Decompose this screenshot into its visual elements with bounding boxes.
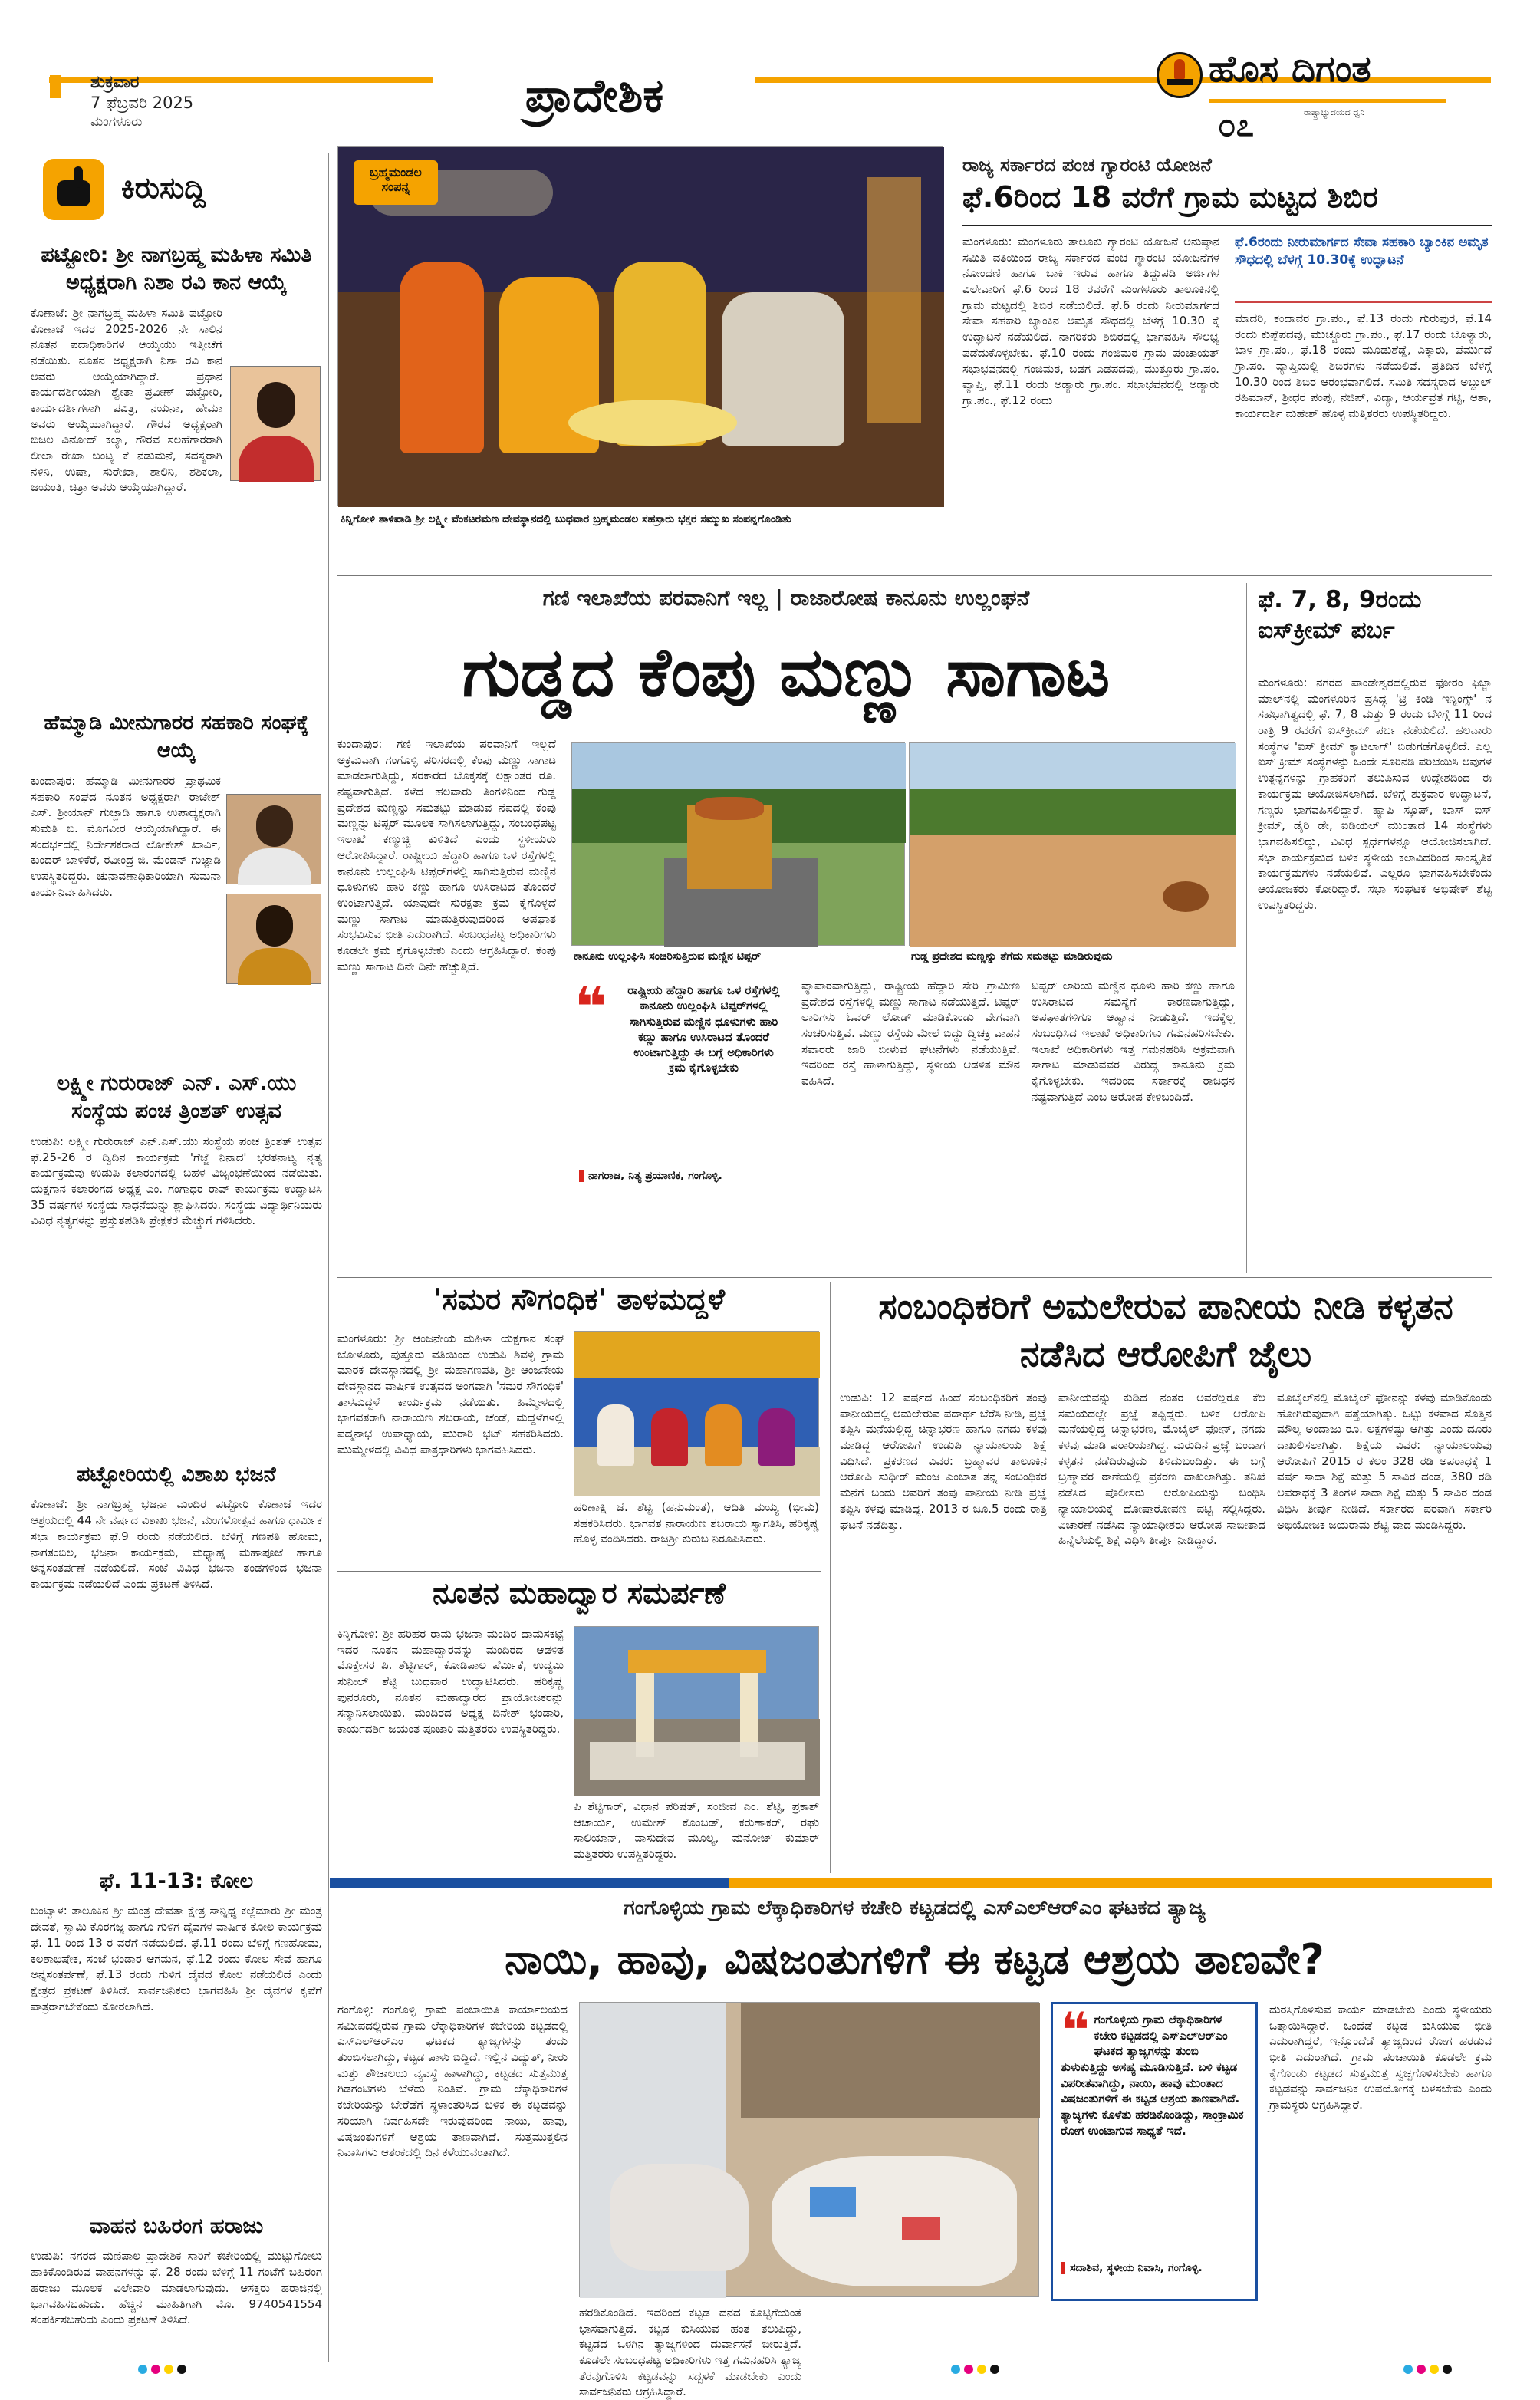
slrm-kicker: ಗಂಗೊಳ್ಳಿಯ ಗ್ರಾಮ ಲೆಕ್ಕಾಧಿಕಾರಿಗಳ ಕಚೇರಿ ಕಟ್ಟಡದಲ್ಲಿ ಎಸ್‌ಎಲ್‌ಆರ್‌ಎಂ ಘಟಕದ ತ್ಯಾಜ್ಯ [624,1896,1206,1920]
soil-quote: ರಾಷ್ಟ್ರೀಯ ಹೆದ್ದಾರಿ ಹಾಗೂ ಒಳ ರಸ್ತೆಗಳಲ್ಲಿ ಕಾನೂನು ಉಲ್ಲಂಘಿಸಿ ಟಿಪ್ಪರ್‌ಗಳಲ್ಲಿ ಸಾಗಿಸುತ್ತಿರುವ ಮಣ್ಣಿನ ಧೂಳುಗಳು ಹಾರಿ ಕಣ್ಣು ಹಾಗೂ ಉಸಿರಾಟದ ತೊಂದರೆ ಉಂಟಾಗುತ್ತಿದ್ದು ಈ ಬಗ್ಗೆ ಅಧಿಕಾರಿಗಳು ಕ್ರಮ ಕೈಗೊಳ್ಳಬೇಕು [627,983,780,1075]
hill-caption: ಗುಡ್ಡ ಪ್ರದೇಶದ ಮಣ್ಣನ್ನು ತೆಗೆದು ಸಮತಟ್ಟು ಮಾಡಿರುವುದು [911,950,1113,963]
kiru-suddi-title: ಕಿರುಸುದ್ದಿ [121,171,206,205]
gate-caption: ಪಿ ಶೆಟ್ಟಿಗಾರ್, ವಿಧಾನ ಪರಿಷತ್, ಸಂಜೀವ ಎಂ. ಶೆಟ್ಟಿ, ಪ್ರಕಾಶ್ ಆಚಾರ್ಯ, ಉಮೇಶ್ ಕೊಂಬಡ್, ಕರುಣಾಕರ್, ರಘು ಸಾಲಿಯಾನ್, ವಾಸುದೇವ ಮೂಲ್ಯ, ಮನೋಜ್ ಕುಮಾರ್ ಮತ್ತಿತರರು ಉಪಸ್ಥಿತರಿದ್ದರು. [574,1799,819,1862]
brief-vishaka [31,1461,322,1811]
sumathi-portrait [226,894,321,984]
registration-dots [1403,2362,1457,2375]
quote-mark-icon: ❝ [574,975,607,1039]
registration-dots [951,2362,1005,2375]
edition-city: ಮಂಗಳೂರು [90,114,143,130]
levelled-hill-photo [909,742,1235,946]
registration-dots [138,2362,192,2375]
mast-left-bar [50,75,61,98]
ice-headline-box [1258,584,1492,669]
soil-body-1: ಕುಂದಾಪುರ: ಗಣಿ ಇಲಾಖೆಯ ಪರವಾನಿಗೆ ಇಲ್ಲದೆ ಅಕ್ರಮವಾಗಿ ಗಂಗೊಳ್ಳಿ ಪರಿಸರದಲ್ಲಿ ಕೆಂಪು ಮಣ್ಣು ಸಾಗಾಟ ಮಾಡಲಾಗುತ್ತಿದ್ದು, ಸರಕಾರದ ಬೊಕ್ಕಸಕ್ಕೆ ಲಕ್ಷಾಂತರ ರೂ. ನಷ್ಟವಾಗುತ್ತಿದೆ. ಕಳೆದ ಹಲವಾರು ತಿಂಗಳಿನಿಂದ ಗುಡ್ಡ ಪ್ರದೇಶದ ಮಣ್ಣನ್ನು ಸಮತಟ್ಟು ಮಾಡುವ ನೆಪದಲ್ಲಿ ಕೆಂಪು ಮಣ್ಣನ್ನು ಟಿಪ್ಪರ್ ಮೂಲಕ ಸಾಗಿಸಲಾಗುತ್ತಿದ್ದು, ಸಂಬಂಧಪಟ್ಟ ಇಲಾಖೆ ಕಣ್ಮುಚ್ಚಿ ಕುಳಿತಿದೆ ಎಂದು ಸ್ಥಳೀಯರು ಆರೋಪಿಸಿದ್ದಾರೆ. ರಾಷ್ಟ್ರೀಯ ಹೆದ್ದಾರಿ ಹಾಗೂ ಒಳ ರಸ್ತೆಗಳಲ್ಲಿ ಕಾನೂನು ಉಲ್ಲಂಘಿಸಿ ಟಿಪ್ಪರ್‌ಗಳಲ್ಲಿ ಸಾಗಿಸುತ್ತಿರುವ ಮಣ್ಣಿನ ಧೂಳುಗಳು ಹಾರಿ ಕಣ್ಣು ಹಾಗೂ ಉಸಿರಾಟದ ತೊಂದರೆ ಉಂಟಾಗುತ್ತಿದೆ. ಯಾವುದೇ ಸುರಕ್ಷತಾ ಕ್ರಮ ಕೈಗೊಳ್ಳದೆ ಮಣ್ಣು ಸಾಗಾಟ ಮಾಡುತ್ತಿರುವುದರಿಂದ ಅಪಘಾತ ಸಂಭವಿಸುವ ಭೀತಿ ಎದುರಾಗಿದೆ. ಸಂಬಂಧಪಟ್ಟ ಅಧಿಕಾರಿಗಳು ಕೂಡಲೇ ಕ್ರಮ ಕೈಗೊಳ್ಳಬೇಕು ಎಂದು ಆಗ್ರಹಿಸಿದ್ದಾರೆ. ಕೆಂಪು ಮಣ್ಣು ಸಾಗಾಟ ದಿನೇ ದಿನೇ ಹೆಚ್ಚುತ್ತಿದೆ. [337,737,556,973]
brief-headline: ಫೆ. 11-13: ಕೋಲ [99,1869,254,1893]
soil-headline-box [337,623,1235,723]
soil-body-3: ಟಿಪ್ಪರ್ ಲಾರಿಯ ಮಣ್ಣಿನ ಧೂಳು ಹಾರಿ ಕಣ್ಣು ಹಾಗೂ ಉಸಿರಾಟದ ಸಮಸ್ಯೆಗೆ ಕಾರಣವಾಗುತ್ತಿದ್ದು, ಅಪಘಾತಗಳಿಗೂ ಆಹ್ವಾನ ನೀಡುತ್ತಿದೆ. ಇದಕ್ಕೆಲ್ಲ ಸಂಬಂಧಿಸಿದ ಇಲಾಖೆ ಅಧಿಕಾರಿಗಳು ಗಮನಹರಿಸಬೇಕು. ಇಲಾಖೆ ಅಧಿಕಾರಿಗಳು ಇತ್ತ ಗಮನಹರಿಸಿ ಅಕ್ರಮವಾಗಿ ಸಾಗಾಟ ಮಾಡುವವರ ವಿರುದ್ಧ ಕಾನೂನು ಕ್ರಮ ಕೈಗೊಳ್ಳಬೇಕು. ಇದರಿಂದ ಸರ್ಕಾರಕ್ಕೆ ರಾಜಧನ ನಷ್ಟವಾಗುತ್ತಿದೆ ಎಂಬ ಆರೋಪ ಕೇಳಿಬಂದಿದೆ. [1032,979,1235,1104]
brahma-caption: ಕಿನ್ನಿಗೋಳಿ ತಾಳಿಪಾಡಿ ಶ್ರೀ ಲಕ್ಷ್ಮೀ ವೆಂಕಟರಮಣ ದೇವಸ್ಥಾನದಲ್ಲಿ ಬುಧವಾರ ಬ್ರಹ್ಮಮಂಡಲ ಸಹಸ್ರಾರು ಭಕ್ತರ ಸಮ್ಮುಖ ಸಂಪನ್ನಗೊಂಡಿತು [341,513,791,525]
gate-headline: ನೂತನ ಮಹಾದ್ವಾರ ಸಮರ್ಪಣೆ [433,1576,726,1610]
brief-headline: ಹೆಮ್ಮಾಡಿ ಮೀನುಗಾರರ ಸಹಕಾರಿ ಸಂಘಕ್ಕೆ ಆಯ್ಕೆ [44,711,309,763]
brief-body: ಕೊಣಾಜೆ: ಶ್ರೀ ನಾಗಬ್ರಹ್ಮ ಮಹಿಳಾ ಸಮಿತಿ ಪಟ್ಟೋರಿ ಕೊಣಾಜೆ ಇದರ 2025-2026 ನೇ ಸಾಲಿನ ನೂತನ ಪದಾಧಿಕಾರಿಗಳ ಆಯ್ಕೆಯು ಇತ್ತೀಚೆಗೆ ನಡೆಯಿತು. ನೂತನ ಅಧ್ಯಕ್ಷರಾಗಿ ನಿಶಾ ರವಿ ಕಾನ ಅವರು ಆಯ್ಕೆಯಾಗಿದ್ದಾರೆ. ಪ್ರಧಾನ ಕಾರ್ಯದರ್ಶಿಯಾಗಿ ಶ್ವೇತಾ ಪ್ರವೀಣ್ ಪಟ್ಟೋರಿ, ಕಾರ್ಯದರ್ಶಿಗಳಾಗಿ ಪವಿತ್ರ, ನಯನಾ, ಹೇಮಾ ಅವರು ಆಯ್ಕೆಯಾಗಿದ್ದಾರೆ. ಗೌರವ ಅಧ್ಯಕ್ಷರಾಗಿ ಬಿಜಲ ವಿನೋದ್ ಕಲ್ಯಾ, ಗೌರವ ಸಲಹೆಗಾರರಾಗಿ ಲೀಲಾ ರೇಖಾ ಬಂಟ್ಯ ಕೆ ನಡುಮನೆ, ಸದಸ್ಯರಾಗಿ ನಳಿನಿ, ಉಷಾ, ಸುರೇಖಾ, ಶಾಲಿನಿ, ಶಶಿಕಲಾ, ಜಯಂತಿ, ಚಿತ್ರಾ ಅವರು ಆಯ್ಕೆಯಾಗಿದ್ದಾರೆ. [31,305,222,495]
brief-hemmadi [31,709,322,1118]
brief-nishaa [31,242,322,627]
slrm-kicker-box [337,1895,1492,1928]
column-divider [1246,583,1247,1273]
samara-headline: 'ಸಮರ ಸೌಗಂಧಿಕ' ತಾಳಮದ್ದಳೆ [433,1282,725,1316]
date-block [90,73,244,153]
left-news-column [31,157,322,2359]
badge-text: ಬ್ರಹ್ಮಮಂಡಲ ಸಂಪನ್ನ [370,165,422,195]
soil-body-2: ವ್ಯಾಪಾರವಾಗುತ್ತಿದ್ದು, ರಾಷ್ಟ್ರೀಯ ಹೆದ್ದಾರಿ ಸೇರಿ ಗ್ರಾಮೀಣ ಪ್ರದೇಶದ ರಸ್ತೆಗಳಲ್ಲಿ ಮಣ್ಣು ಸಾಗಾಟ ನಡೆಯುತ್ತಿದೆ. ಟಿಪ್ಪರ್ ಲಾರಿಗಳು ಓವರ್ ಲೋಡ್ ಮಾಡಿಕೊಂಡು ವೇಗವಾಗಿ ಸಂಚರಿಸುತ್ತಿವೆ. ಮಣ್ಣು ರಸ್ತೆಯ ಮೇಲೆ ಬಿದ್ದು ದ್ವಿಚಕ್ರ ವಾಹನ ಸವಾರರು ಜಾರಿ ಬೀಳುವ ಘಟನೆಗಳು ನಡೆಯುತ್ತಿವೆ. ಇದರಿಂದ ರಸ್ತೆ ಹಾಳಾಗುತ್ತಿದ್ದು, ಸ್ಥಳೀಯ ಆಡಳಿತ ಮೌನ ವಹಿಸಿದೆ. [801,979,1020,1088]
paper-name: ಹೊಸ ದಿಗಂತ [1209,48,1446,103]
gate-photo [574,1626,819,1795]
samara-caption: ಹರಿಣಾಕ್ಷಿ ಜೆ. ಶೆಟ್ಟಿ (ಹನುಮಂತ), ಆದಿತಿ ಮಯ್ಯ (ಭೀಮ) ಸಹಕರಿಸಿದರು. ಭಾಗವತ ನಾರಾಯಣ ಶಬರಾಯ ಸ್ವಾಗತಿಸಿ, ಹರಿಕೃಷ್ಣ ಹೊಳ್ಳ ವಂದಿಸಿದರು. ರಾಜಶ್ರೀ ಕುರುಬ ನಿರೂಪಿಸಿದರು. [574,1500,819,1546]
brief-auction [31,2213,322,2363]
slrm-body-3: ದುರಸ್ತಿಗೊಳಿಸುವ ಕಾರ್ಯ ಮಾಡಬೇಕು ಎಂದು ಸ್ಥಳೀಯರು ಒತ್ತಾಯಿಸಿದ್ದಾರೆ. ಒಂದೆಡೆ ಕಟ್ಟಡ ಕುಸಿಯುವ ಭೀತಿ ಎದುರಾಗಿದ್ದರೆ, ಇನ್ನೊಂದೆಡೆ ತ್ಯಾಜ್ಯದಿಂದ ರೋಗ ಹರಡುವ ಭೀತಿ ಎದುರಾಗಿದೆ. ಗ್ರಾಮ ಪಂಚಾಯಿತಿ ಕೂಡಲೇ ಕ್ರಮ ಕೈಗೊಂಡು ಕಟ್ಟಡದ ಸುತ್ತಮುತ್ತ ಸ್ವಚ್ಛಗೊಳಿಸಬೇಕು ಹಾಗೂ ಕಟ್ಟಡವನ್ನು ಸಾರ್ವಜನಿಕ ಉಪಯೋಗಕ್ಕೆ ಬಳಸಬೇಕು ಎಂದು ಗ್ರಾಮಸ್ಥರು ಆಗ್ರಹಿಸಿದ್ದಾರೆ. [1269,2003,1492,2112]
brief-body: ಉಡುಪಿ: ಲಕ್ಷ್ಮೀ ಗುರುರಾಜ್ ಎನ್.ಎಸ್.ಯು ಸಂಸ್ಥೆಯ ಪಂಚ ತ್ರಿಂಶತ್ ಉತ್ಸವ ಫೆ.25-26 ರ ದ್ವಿದಿನ ಕಾರ್ಯಕ್ರಮ 'ಗೆಜ್ಜೆ ನಿನಾದ' ಭರತನಾಟ್ಯ ನೃತ್ಯ ಕಾರ್ಯಕ್ರಮವು ಉಡುಪಿ ಕಲಾರಂಗದಲ್ಲಿ ಬಹಳ ವಿಜೃಂಭಣೆಯಿಂದ ನಡೆಯಿತು. ಯಕ್ಷಗಾನ ಕಲಾರಂಗದ ಅಧ್ಯಕ್ಷ ಎಂ. ಗಂಗಾಧರ ರಾವ್ ಕಾರ್ಯಕ್ರಮ ಉದ್ಘಾಟಿಸಿ 35 ವರ್ಷಗಳ ಸಂಸ್ಥೆಯ ಸಾಧನೆಯನ್ನು ಶ್ಲಾಘಿಸಿದರು. ಸಂಸ್ಥೆಯ ವಿದ್ಯಾರ್ಥಿನಿಯರು ವಿವಿಧ ನೃತ್ಯಗಳನ್ನು ಪ್ರಸ್ತುತಪಡಿಸಿ ಪ್ರೇಕ್ಷಕರ ಮೆಚ್ಚುಗೆ ಗಳಿಸಿದರು. [31,1134,322,1228]
brief-headline: ಲಕ್ಷ್ಮೀ ಗುರುರಾಜ್ ಎನ್. ಎಸ್.ಯು ಸಂಸ್ಥೆಯ ಪಂಚ ತ್ರಿಂಶತ್ ಉತ್ಸವ [56,1072,297,1124]
brief-lakshmi [31,1070,322,1410]
guarantee-body-1: ಮಂಗಳೂರು: ಮಂಗಳೂರು ತಾಲೂಕು ಗ್ಯಾರಂಟಿ ಯೋಜನೆ ಅನುಷ್ಠಾನ ಸಮಿತಿ ವತಿಯಿಂದ ರಾಜ್ಯ ಸರ್ಕಾರದ ಪಂಚ ಗ್ಯಾರಂಟಿ ಯೋಜನೆಗಳ ನೋಂದಣಿ ಹಾಗೂ ಬಾಕಿ ಇರುವ ಹಾಗೂ ತಿದ್ದುಪಡಿ ಅರ್ಜಿಗಳ ವಿಲೇವಾರಿಗೆ ಫೆ.6 ರಿಂದ 18 ರವರೆಗೆ ಮಂಗಳೂರು ತಾಲೂಕಿನಲ್ಲಿ ಗ್ರಾಮ ಮಟ್ಟದಲ್ಲಿ ಶಿಬಿರ ನಡೆಯಲಿದೆ. ಫೆ.6 ರಂದು ನೀರುಮಾರ್ಗದ ಸೇವಾ ಸಹಕಾರಿ ಬ್ಯಾಂಕಿನ ಅಮೃತ ಸೌಧದಲ್ಲಿ ಬೆಳಗ್ಗೆ 10.30 ಕ್ಕೆ ಉದ್ಘಾಟನೆ ನಡೆಯಲಿದೆ. ನಾಗರಿಕರು ಶಿಬಿರದಲ್ಲಿ ಭಾಗವಹಿಸಿ ಸೌಲಭ್ಯ ಪಡೆದುಕೊಳ್ಳಬೇಕು. ಫೆ.10 ರಂದು ಗಂಜಿಮಠ ಗ್ರಾಮ ಪಂಚಾಯತ್ ಸಭಾಭವನದಲ್ಲಿ ಗಂಜಿಮಠ, ಬಡಗ ಎಡಪದವು, ಮುತ್ತೂರು ಗ್ರಾ.ಪಂ. ವ್ಯಾಪ್ತಿ, ಫೆ.11 ರಂದು ಅಡ್ಯಾರು ಗ್ರಾ.ಪಂ. ಸಭಾಭವನದಲ್ಲಿ ಅಡ್ಯಾರು ಗ್ರಾ.ಪಂ., ಫೆ.12 ರಂದು [962,235,1219,407]
ice-headline: ಫೆ. 7, 8, 9ರಂದು ಐಸ್‌ಕ್ರೀಮ್ ಪರ್ಬ [1258,586,1422,645]
gate-headline-box [337,1576,821,1618]
page-number: ೦೭ [1218,106,1255,143]
brahma-badge [354,160,438,205]
tipper-photo [571,742,905,946]
lamp-logo-icon [1157,52,1203,98]
section-rule [337,1571,821,1572]
rajesh-portrait [226,794,321,884]
guarantee-kicker: ರಾಜ್ಯ ಸರ್ಕಾರದ ಪಂಚ ಗ್ಯಾರಂಟಿ ಯೋಜನೆ [962,154,1212,176]
section-rule [337,575,1492,576]
column-divider [328,153,329,2362]
jail-body-1: ಉಡುಪಿ: 12 ವರ್ಷದ ಹಿಂದೆ ಸಂಬಂಧಿಕರಿಗೆ ತಂಪು ಪಾನೀಯದಲ್ಲಿ ಅಮಲೇರುವ ಪದಾರ್ಥ ಬೆರೆಸಿ ನೀಡಿ, ಪ್ರಜ್ಞೆ ತಪ್ಪಿಸಿ ಮನೆಯಲ್ಲಿದ್ದ ಚಿನ್ನಾಭರಣ ಹಾಗೂ ನಗದು ಕಳವು ಮಾಡಿದ್ದ ಆರೋಪಿಗೆ ಉಡುಪಿ ನ್ಯಾಯಾಲಯ ಶಿಕ್ಷೆ ವಿಧಿಸಿದೆ. ಪ್ರಕರಣದ ವಿವರ: ಬ್ರಹ್ಮಾವರ ತಾಲೂಕಿನ ಆರೋಪಿ ಸುಧೀರ್ ಮಂಜ ಎಂಬಾತ ತನ್ನ ಸಂಬಂಧಿಕರ ಮನೆಗೆ ಬಂದು ಅವರಿಗೆ ತಂಪು ಪಾನೀಯ ನೀಡಿ ಪ್ರಜ್ಞೆ ತಪ್ಪಿಸಿ ಕಳವು ಮಾಡಿದ್ದ. 2013 ರ ಜೂ.5 ರಂದು ರಾತ್ರಿ ಘಟನೆ ನಡೆದಿತ್ತು. [840,1391,1047,1532]
guarantee-highlight: ಫೆ.6ರಂದು ನೀರುಮಾರ್ಗದ ಸೇವಾ ಸಹಕಾರಿ ಬ್ಯಾಂಕಿನ ಅಮೃತ ಸೌಧದಲ್ಲಿ ಬೆಳಗ್ಗೆ 10.30ಕ್ಕೆ ಉದ್ಘಾಟನೆ [1235,235,1489,268]
section-rule [337,1277,1492,1278]
nisha-portrait [230,366,321,481]
guarantee-highlight-box [1235,234,1492,303]
kiru-suddi-header [31,157,322,226]
jail-headline: ಸಂಬಂಧಿಕರಿಗೆ ಅಮಲೇರುವ ಪಾನೀಯ ನೀಡಿ ಕಳ್ಳತನ ನಡೆಸಿದ ಆರೋಪಿಗೆ ಜೈಲು [878,1286,1453,1375]
brand-block [1135,46,1450,143]
slrm-body-1: ಗಂಗೊಳ್ಳಿ: ಗಂಗೊಳ್ಳಿ ಗ್ರಾಮ ಪಂಚಾಯಿತಿ ಕಾರ್ಯಾಲಯದ ಸಮೀಪದಲ್ಲಿರುವ ಗ್ರಾಮ ಲೆಕ್ಕಾಧಿಕಾರಿಗಳ ಕಚೇರಿಯ ಕಟ್ಟಡದಲ್ಲಿ ಎಸ್‌ಎಲ್‌ಆರ್‌ಎಂ ಘಟಕದ ತ್ಯಾಜ್ಯಗಳನ್ನು ತಂದು ತುಂಬಿಸಲಾಗಿದ್ದು, ಕಟ್ಟಡ ಪಾಳು ಬಿದ್ದಿದೆ. ಇಲ್ಲಿನ ವಿದ್ಯುತ್, ನೀರು ಮತ್ತು ಶೌಚಾಲಯ ವ್ಯವಸ್ಥೆ ಹಾಳಾಗಿದ್ದು, ಕಟ್ಟಡದ ಸುತ್ತಮುತ್ತ ಗಿಡಗಂಟಿಗಳು ಬೆಳೆದು ನಿಂತಿವೆ. ಗ್ರಾಮ ಲೆಕ್ಕಾಧಿಕಾರಿಗಳ ಕಚೇರಿಯನ್ನು ಬೇರೆಡೆಗೆ ಸ್ಥಳಾಂತರಿಸಿದ ಬಳಿಕ ಈ ಕಟ್ಟಡವನ್ನು ಸರಿಯಾಗಿ ನಿರ್ವಹಿಸದೇ ಇರುವುದರಿಂದ ನಾಯಿ, ಹಾವು, ವಿಷಜಂತುಗಳಿಗೆ ಆಶ್ರಯ ತಾಣವಾಗಿದೆ. ಸುತ್ತಮುತ್ತಲಿನ ನಿವಾಸಿಗಳು ಆತಂಕದಲ್ಲಿ ದಿನ ಕಳೆಯುವಂತಾಗಿದೆ. [337,2003,568,2160]
column-divider [830,1282,831,1873]
brahmamandala-photo [337,146,943,506]
section-title-box [433,58,755,134]
issue-date: 7 ಫೆಬ್ರವರಿ 2025 [90,94,194,112]
tipper-caption: ಕಾನೂನು ಉಲ್ಲಂಘಿಸಿ ಸಂಚರಿಸುತ್ತಿರುವ ಮಣ್ಣಿನ ಟಿಪ್ಪರ್ [574,950,762,963]
waste-building-photo [579,2002,1039,2297]
samara-headline-box [337,1282,821,1325]
brief-kola [31,1868,322,2202]
guarantee-rule [962,225,1492,226]
slrm-headline-box [337,1929,1492,1990]
quote-mark-icon: ❝ [1061,2003,1090,2059]
slrm-body-2: ಹರಡಿಕೊಂಡಿದೆ. ಇದರಿಂದ ಕಟ್ಟಡ ದನದ ಕೊಟ್ಟಿಗೆಯಂತೆ ಭಾಸವಾಗುತ್ತಿದೆ. ಕಟ್ಟಡ ಕುಸಿಯುವ ಹಂತ ತಲುಪಿದ್ದು, ಕಟ್ಟಡದ ಒಳಗಿನ ತ್ಯಾಜ್ಯಗಳಿಂದ ದುರ್ವಾಸನೆ ಬೀರುತ್ತಿದೆ. ಕೂಡಲೇ ಸಂಬಂಧಪಟ್ಟ ಅಧಿಕಾರಿಗಳು ಇತ್ತ ಗಮನಹರಿಸಿ ತ್ಯಾಜ್ಯ ತೆರವುಗೊಳಿಸಿ ಕಟ್ಟಡವನ್ನು ಸದ್ಬಳಕೆ ಮಾಡಬೇಕು ಎಂದು ಸಾರ್ವಜನಿಕರು ಆಗ್ರಹಿಸಿದ್ದಾರೆ. [579,2306,801,2399]
jail-body-3: ಮೊಬೈಲ್‌ನಲ್ಲಿ ಮೊಬೈಲ್ ಫೋನನ್ನು ಕಳವು ಮಾಡಿಕೊಂಡು ಹೋಗಿರುವುದಾಗಿ ಪತ್ತೆಯಾಗಿತ್ತು. ಒಟ್ಟು ಕಳವಾದ ಸೊತ್ತಿನ ಮೌಲ್ಯ ಅಂದಾಜು ರೂ. ಲಕ್ಷಗಳಷ್ಟು ಆಗಿತ್ತು ಎಂದು ದೂರು ದಾಖಲಿಸಲಾಗಿತ್ತು. ಶಿಕ್ಷೆಯ ವಿವರ: ನ್ಯಾಯಾಲಯವು ಆರೋಪಿಗೆ 2015 ರ ಕಲಂ 328 ರಡಿ ಅಪರಾಧಕ್ಕೆ 1 ವರ್ಷ ಸಾದಾ ಶಿಕ್ಷೆ ಮತ್ತು 5 ಸಾವಿರ ದಂಡ, 380 ರಡಿ ಅಪರಾಧಕ್ಕೆ 3 ತಿಂಗಳ ಸಾದಾ ಶಿಕ್ಷೆ ಮತ್ತು 5 ಸಾವಿರ ದಂಡ ವಿಧಿಸಿ ತೀರ್ಪು ನೀಡಿದೆ. ಸರ್ಕಾರದ ಪರವಾಗಿ ಸರ್ಕಾರಿ ಅಭಿಯೋಜಕ ಜಯರಾಮ ಶೆಟ್ಟಿ ವಾದ ಮಂಡಿಸಿದ್ದರು. [1277,1391,1492,1532]
paper-tagline: ರಾಷ್ಟ್ರಾಭ್ಯುದಯದ ಧ್ವನಿ [1304,107,1365,117]
slrm-quote: ಗಂಗೊಳ್ಳಿಯ ಗ್ರಾಮ ಲೆಕ್ಕಾಧಿಕಾರಿಗಳ ಕಚೇರಿ ಕಟ್ಟಡದಲ್ಲಿ ಎಸ್‌ಎಲ್‌ಆರ್‌ಎಂ ಘಟಕದ ತ್ಯಾಜ್ಯಗಳನ್ನು ತುಂಬಿ ತುಳುಕುತ್ತಿದ್ದು ಅಸಹ್ಯ ಮೂಡಿಸುತ್ತಿದೆ. ಬಳಿ ಕಟ್ಟಡ ವಿಪರೀತವಾಗಿದ್ದು, ನಾಯಿ, ಹಾವು ಮುಂತಾದ ವಿಷಜಂತುಗಳಿಗೆ ಈ ಕಟ್ಟಡ ಆಶ್ರಯ ತಾಣವಾಗಿದೆ. ತ್ಯಾಜ್ಯಗಳು ಕೊಳೆತು ಹರಡಿಕೊಂಡಿದ್ದು, ಸಾಂಕ್ರಾಮಿಕ ರೋಗ ಉಂಟಾಗುವ ಸಾಧ್ಯತೆ ಇದೆ. [1061,2013,1244,2138]
pointing-hand-icon [43,159,104,220]
slrm-quote-box [1051,2002,1258,2301]
section-title: ಪ್ರಾದೇಶಿಕ [525,69,664,123]
jail-body-2: ಪಾನೀಯವನ್ನು ಕುಡಿದ ನಂತರ ಅವರೆಲ್ಲರೂ ಕೆಲ ಸಮಯದಲ್ಲೇ ಪ್ರಜ್ಞೆ ತಪ್ಪಿದ್ದರು. ಬಳಿಕ ಆರೋಪಿ ಮನೆಯಲ್ಲಿದ್ದ ಚಿನ್ನಾಭರಣ, ಮೊಬೈಲ್ ಫೋನ್, ನಗದು ಕಳವು ಮಾಡಿ ಪರಾರಿಯಾಗಿದ್ದ. ಮರುದಿನ ಪ್ರಜ್ಞೆ ಬಂದಾಗ ಕಳ್ಳತನ ನಡೆದಿರುವುದು ತಿಳಿದುಬಂದಿತ್ತು. ಈ ಬಗ್ಗೆ ಬ್ರಹ್ಮಾವರ ಠಾಣೆಯಲ್ಲಿ ಪ್ರಕರಣ ದಾಖಲಾಗಿತ್ತು. ತನಿಖೆ ನಡೆಸಿದ ಪೊಲೀಸರು ಆರೋಪಿಯನ್ನು ಬಂಧಿಸಿ ನ್ಯಾಯಾಲಯಕ್ಕೆ ದೋಷಾರೋಪಣ ಪಟ್ಟಿ ಸಲ್ಲಿಸಿದ್ದರು. ವಿಚಾರಣೆ ನಡೆಸಿದ ನ್ಯಾಯಾಧೀಶರು ಆರೋಪ ಸಾಬೀತಾದ ಹಿನ್ನೆಲೆಯಲ್ಲಿ ಶಿಕ್ಷೆ ವಿಧಿಸಿ ತೀರ್ಪು ನೀಡಿದ್ದಾರೆ. [1058,1391,1265,1548]
slrm-quote-author: ಸದಾಶಿವ, ಸ್ಥಳೀಯ ನಿವಾಸಿ, ಗಂಗೊಳ್ಳಿ. [1061,2262,1248,2274]
gate-body: ಕಿನ್ನಿಗೋಳಿ: ಶ್ರೀ ಹರಿಹರ ರಾಮ ಭಜನಾ ಮಂದಿರ ದಾಮಸಕಟ್ಟೆ ಇದರ ನೂತನ ಮಹಾದ್ವಾರವನ್ನು ಮಂದಿರದ ಆಡಳಿತ ಮೊಕ್ತೇಸರ ಪಿ. ಶೆಟ್ಟಿಗಾರ್, ಕೋಡಿಪಾಲ ಪೆರ್ಮಿಕೆ, ಉದ್ಯಮಿ ಸುನೀಲ್ ಶೆಟ್ಟಿ ಬುಧವಾರ ಉದ್ಘಾಟಿಸಿದರು. ಹರಿಕೃಷ್ಣ ಪುನರೂರು, ನೂತನ ಮಹಾದ್ವಾರದ ಪ್ರಾಯೋಜಕರನ್ನು ಸನ್ಮಾನಿಸಲಾಯಿತು. ಮಂದಿರದ ಅಧ್ಯಕ್ಷ ದಿನೇಶ್ ಭಂಡಾರಿ, ಕಾರ್ಯದರ್ಶಿ ಜಯಂತ ಪೂಜಾರಿ ಮತ್ತಿತರರು ಉಪಸ್ಥಿತರಿದ್ದರು. [337,1627,564,1737]
soil-headline: ಗುಡ್ಡದ ಕೆಂಪು ಮಣ್ಣು ಸಾಗಾಟ [462,633,1111,712]
brief-headline: ವಾಹನ ಬಹಿರಂಗ ಹರಾಜು [89,2214,264,2238]
soil-kicker-box [337,584,1235,623]
divider-bar-orange [729,1878,1492,1888]
ice-body: ಮಂಗಳೂರು: ನಗರದ ಪಾಂಡೇಶ್ವರದಲ್ಲಿರುವ ಫೋರಂ ಫಿಜ್ಜಾ ಮಾಲ್‌ನಲ್ಲಿ ಮಂಗಳೂರಿನ ಪ್ರಸಿದ್ಧ 'ಟ್ರಿ ಕಿಂಡಿ ಇನ್ನಿಂಗ್ಸ್' ನ ಸಹಭಾಗಿತ್ವದಲ್ಲಿ ಫೆ. 7, 8 ಮತ್ತು 9 ರಂದು ಬೆಳಿಗ್ಗೆ 11 ರಿಂದ ರಾತ್ರಿ 9 ರವರೆಗೆ ಐಸ್‌ಕ್ರೀಮ್ ಪರ್ಬ ನಡೆಯಲಿದೆ. ಹಲವಾರು ಸಂಸ್ಥೆಗಳ 'ಐಸ್ ಕ್ರೀಮ್ ಕ್ಯಾಟಲಾಗ್' ಬಿಡುಗಡೆಗೊಳ್ಳಲಿದೆ. ಎಲ್ಲ ಐಸ್ ಕ್ರೀಮ್ ಸಂಸ್ಥೆಗಳನ್ನು ಒಂದೇ ಸೂರಿನಡಿ ಪರಿಚಯಿಸಿ ಅವುಗಳ ಉತ್ಪನ್ನಗಳನ್ನು ಗ್ರಾಹಕರಿಗೆ ತಲುಪಿಸುವ ಉದ್ದೇಶದಿಂದ ಈ ಕಾರ್ಯಕ್ರಮ ಆಯೋಜಿಸಲಾಗಿದೆ. ಬೆಳಿಗ್ಗೆ ಶುಕ್ರವಾರ ಉದ್ಘಾಟನೆ, ಗಣ್ಯರು ಭಾಗವಹಿಸಲಿದ್ದಾರೆ. ಹ್ಯಾಪಿ ಸ್ಕೂಪ್, ಬಾಸ್ ಐಸ್ ಕ್ರೀಮ್, ಡೈರಿ ಡೇ, ಐಡಿಯಲ್ ಮುಂತಾದ 14 ಸಂಸ್ಥೆಗಳು ಭಾಗವಹಿಸಲಿದ್ದು, ವಿವಿಧ ಸ್ಪರ್ಧೆಗಳನ್ನೂ ಆಯೋಜಿಸಲಾಗಿದೆ. ಸಭಾ ಕಾರ್ಯಕ್ರಮದ ಬಳಿಕ ಸ್ಥಳೀಯ ಕಲಾವಿದರಿಂದ ಸಾಂಸ್ಕೃತಿಕ ಕಾರ್ಯಕ್ರಮಗಳು ನಡೆಯಲಿವೆ. ಎಲ್ಲರೂ ಭಾಗವಹಿಸಬೇಕೆಂದು ಆಯೋಜಕರು ಕೋರಿದ್ದಾರೆ. ಸಭಾ ಸಂಘಟಕ ಅಭಿಷೇಕ್ ಶೆಟ್ಟಿ ಉಪಸ್ಥಿತರಿದ್ದರು. [1258,676,1492,912]
samara-photo [574,1331,819,1496]
brief-body: ಕೊಣಾಜೆ: ಶ್ರೀ ನಾಗಬ್ರಹ್ಮ ಭಜನಾ ಮಂದಿರ ಪಟ್ಟೋರಿ ಕೊಣಾಜೆ ಇದರ ಆಶ್ರಯದಲ್ಲಿ 44 ನೇ ವರ್ಷದ ವಿಶಾಖ ಭಜನೆ, ಮಂಗಳೋತ್ಸವ ಹಾಗೂ ಧಾರ್ಮಿಕ ಸಭಾ ಕಾರ್ಯಕ್ರಮ ಫೆ.9 ರಂದು ನಡೆಯಲಿದೆ. ಬೆಳಿಗ್ಗೆ ಗಣಪತಿ ಹೋಮ, ನಾಗತಂಬಿಲ, ಭಜನಾ ಕಾರ್ಯಕ್ರಮ, ಮಧ್ಯಾಹ್ನ ಮಹಾಪೂಜೆ ಹಾಗೂ ಅನ್ನಸಂತರ್ಪಣೆ ನಡೆಯಲಿದೆ. ಸಂಜೆ ವಿವಿಧ ಭಜನಾ ತಂಡಗಳಿಂದ ಭಜನಾ ಕಾರ್ಯಕ್ರಮ ನಡೆಯಲಿದೆ ಎಂದು ಪ್ರಕಟಣೆ ತಿಳಿಸಿದೆ. [31,1497,322,1591]
guarantee-heading [962,153,1492,222]
samara-body: ಮಂಗಳೂರು: ಶ್ರೀ ಆಂಜನೇಯ ಮಹಿಳಾ ಯಕ್ಷಗಾನ ಸಂಘ ಬೋಳೂರು, ಪುತ್ತೂರು ವತಿಯಿಂದ ಉಡುಪಿ ಶಿವಳ್ಳಿ ಗ್ರಾಮ ಮಾರಕ ದೇವಸ್ಥಾನದಲ್ಲಿ ಶ್ರೀ ಮಹಾಗಣಪತಿ, ಶ್ರೀ ಆಂಜನೇಯ ದೇವಸ್ಥಾನದ ವಾರ್ಷಿಕ ಉತ್ಸವದ ಅಂಗವಾಗಿ 'ಸಮರ ಸೌಗಂಧಿಕ' ತಾಳಮದ್ದಳೆ ಕಾರ್ಯಕ್ರಮ ನಡೆಯಿತು. ಹಿಮ್ಮೇಳದಲ್ಲಿ ಭಾಗವತರಾಗಿ ನಾರಾಯಣ ಶಬರಾಯ, ಚೆಂಡೆ, ಮದ್ದಳೆಗಳಲ್ಲಿ ಪದ್ಮನಾಭ ಉಪಾಧ್ಯಾಯ, ಮುರಾರಿ ಭಟ್ ಸಹಕರಿಸಿದರು. ಮುಮ್ಮೇಳದಲ್ಲಿ ವಿವಿಧ ಪಾತ್ರಧಾರಿಗಳು ಭಾಗವಹಿಸಿದರು. [337,1332,564,1457]
weekday: ಶುಕ್ರವಾರ [90,73,140,92]
jail-headline-box [840,1282,1492,1386]
brief-body: ಉಡುಪಿ: ನಗರದ ಮಣಿಪಾಲ ಪ್ರಾದೇಶಿಕ ಸಾರಿಗೆ ಕಚೇರಿಯಲ್ಲಿ ಮುಟ್ಟುಗೋಲು ಹಾಕಿಕೊಂಡಿರುವ ವಾಹನಗಳನ್ನು ಫೆ. 28 ರಂದು ಬೆಳಿಗ್ಗೆ 11 ಗಂಟೆಗೆ ಬಹಿರಂಗ ಹರಾಜು ಮೂಲಕ ವಿಲೇವಾರಿ ಮಾಡಲಾಗುವುದು. ಆಸಕ್ತರು ಹರಾಜಿನಲ್ಲಿ ಭಾಗವಹಿಸಬಹುದು. ಹೆಚ್ಚಿನ ಮಾಹಿತಿಗಾಗಿ ಮೊ. 9740541554 ಸಂಪರ್ಕಿಸಬಹುದು ಎಂದು ಪ್ರಕಟಣೆ ತಿಳಿಸಿದೆ. [31,2249,322,2327]
guarantee-body-2: ಮಾದರಿ, ಕಂದಾವರ ಗ್ರಾ.ಪಂ., ಫೆ.13 ರಂದು ಗುರುಪುರ, ಫೆ.14 ರಂದು ಕುಪ್ಪೆಪದವು, ಮುಚ್ಚೂರು ಗ್ರಾ.ಪಂ., ಫೆ.17 ರಂದು ಬೊಳ್ಯಾರು, ಬಾಳ ಗ್ರಾ.ಪಂ., ಫೆ.18 ರಂದು ಮೂಡುಶೆಡ್ಡೆ, ಎಕ್ಕಾರು, ಪೆರ್ಮುದೆ ಗ್ರಾ.ಪಂ. ವ್ಯಾಪ್ತಿಯಲ್ಲಿ ಶಿಬಿರಗಳು ನಡೆಯಲಿವೆ. ಪ್ರತಿದಿನ ಬೆಳಗ್ಗೆ 10.30 ರಿಂದ ಶಿಬಿರ ಆರಂಭವಾಗಲಿದೆ. ಸಮಿತಿ ಸದಸ್ಯರಾದ ಅಬ್ದುಲ್ ರಹಿಮಾನ್, ಶ್ರೀಧರ ಪಂಪು, ನಜಿಪ್, ವಿದ್ಯಾ, ಆರ್ಯವ್ರತ ಗಟ್ಟಿ, ಆಶಾ, ಕಾರ್ಯದರ್ಶಿ ಮಹೇಶ್ ಹೊಳ್ಳ ಮತ್ತಿತರರು ಉಪಸ್ಥಿತರಿದ್ದರು. [1235,311,1492,421]
soil-quote-box [571,975,786,1208]
soil-kicker: ಗಣಿ ಇಲಾಖೆಯ ಪರವಾನಿಗೆ ಇಲ್ಲ | ರಾಜಾರೋಷ ಕಾನೂನು ಉಲ್ಲಂಘನೆ [542,585,1030,611]
brief-headline: ಪಟ್ಟೋರಿಯಲ್ಲಿ ವಿಶಾಖ ಭಜನೆ [77,1463,276,1486]
soil-quote-author: ನಾಗರಾಜ, ನಿತ್ಯ ಪ್ರಯಾಣಿಕ, ಗಂಗೊಳ್ಳಿ. [579,1170,782,1182]
slrm-headline: ನಾಯಿ, ಹಾವು, ವಿಷಜಂತುಗಳಿಗೆ ಈ ಕಟ್ಟಡ ಆಶ್ರಯ ತಾಣವೇ? [505,1935,1324,1984]
brief-body: ಬಂಟ್ವಾಳ: ತಾಲೂಕಿನ ಶ್ರೀ ಮಂತ್ರ ದೇವತಾ ಕ್ಷೇತ್ರ ಸಾನ್ನಿಧ್ಯ ಕಲ್ಲೆಮಾರು ಶ್ರೀ ಮಂತ್ರ ದೇವತೆ, ಸ್ವಾಮಿ ಕೊರಗಜ್ಜ ಹಾಗೂ ಗುಳಿಗ ದೈವಗಳ ವಾರ್ಷಿಕ ಕೋಲ ಕಾರ್ಯಕ್ರಮ ಫೆ. 11 ರಿಂದ 13 ರ ವರೆಗೆ ನಡೆಯಲಿದೆ. ಫೆ.11 ರಂದು ಬೆಳಿಗ್ಗೆ ಗಣಹೋಮ, ಕಲಶಾಭಿಷೇಕ, ಸಂಜೆ ಭಂಡಾರ ಆಗಮನ, ಫೆ.12 ರಂದು ಕೋಲ ಸೇವೆ ಹಾಗೂ ಅನ್ನಸಂತರ್ಪಣೆ, ಫೆ.13 ರಂದು ಗುಳಿಗ ದೈವದ ಕೋಲ ನಡೆಯಲಿದೆ ಎಂದು ಕ್ಷೇತ್ರದ ಪ್ರಕಟಣೆ ತಿಳಿಸಿದೆ. ಸಾರ್ವಜನಿಕರು ಭಾಗವಹಿಸಿ ಶ್ರೀ ದೈವಗಳ ಕೃಪೆಗೆ ಪಾತ್ರರಾಗಬೇಕೆಂದು ಕೋರಲಾಗಿದೆ. [31,1904,322,2013]
brief-headline: ಪಟ್ಟೋರಿ: ಶ್ರೀ ನಾಗಬ್ರಹ್ಮ ಮಹಿಳಾ ಸಮಿತಿ ಅಧ್ಯಕ್ಷರಾಗಿ ನಿಶಾ ರವಿ ಕಾನ ಆಯ್ಕೆ [41,243,312,295]
guarantee-headline: ಫೆ.6ರಿಂದ 18 ವರೆಗೆ ಗ್ರಾಮ ಮಟ್ಟದ ಶಿಬಿರ [962,180,1378,215]
divider-bar-blue [330,1878,729,1888]
brief-body: ಕುಂದಾಪುರ: ಹೆಮ್ಮಾಡಿ ಮೀನುಗಾರರ ಪ್ರಾಥಮಿಕ ಸಹಕಾರಿ ಸಂಘದ ನೂತನ ಅಧ್ಯಕ್ಷರಾಗಿ ರಾಜೇಶ್ ಎಸ್. ಶ್ರೀಯಾನ್ ಗುಜ್ಜಾಡಿ ಹಾಗೂ ಉಪಾಧ್ಯಕ್ಷರಾಗಿ ಸುಮತಿ ಬಿ. ಮೊಗವೀರ ಆಯ್ಕೆಯಾಗಿದ್ದಾರೆ. ಈ ಸಂದರ್ಭದಲ್ಲಿ ನಿರ್ದೇಶಕರಾದ ಲೋಕೇಶ್ ಖಾರ್ವಿ, ಕುಂದರ್ ಬಾಳಿಕೆರೆ, ರವೀಂದ್ರ ಜಿ. ಮೆಂಡನ್ ಗುಜ್ಜಾಡಿ ಉಪಸ್ಥಿತರಿದ್ದರು. ಚುನಾವಣಾಧಿಕಾರಿಯಾಗಿ ಸುಮನಾ ಕಾರ್ಯನಿರ್ವಹಿಸಿದರು. [31,773,221,899]
